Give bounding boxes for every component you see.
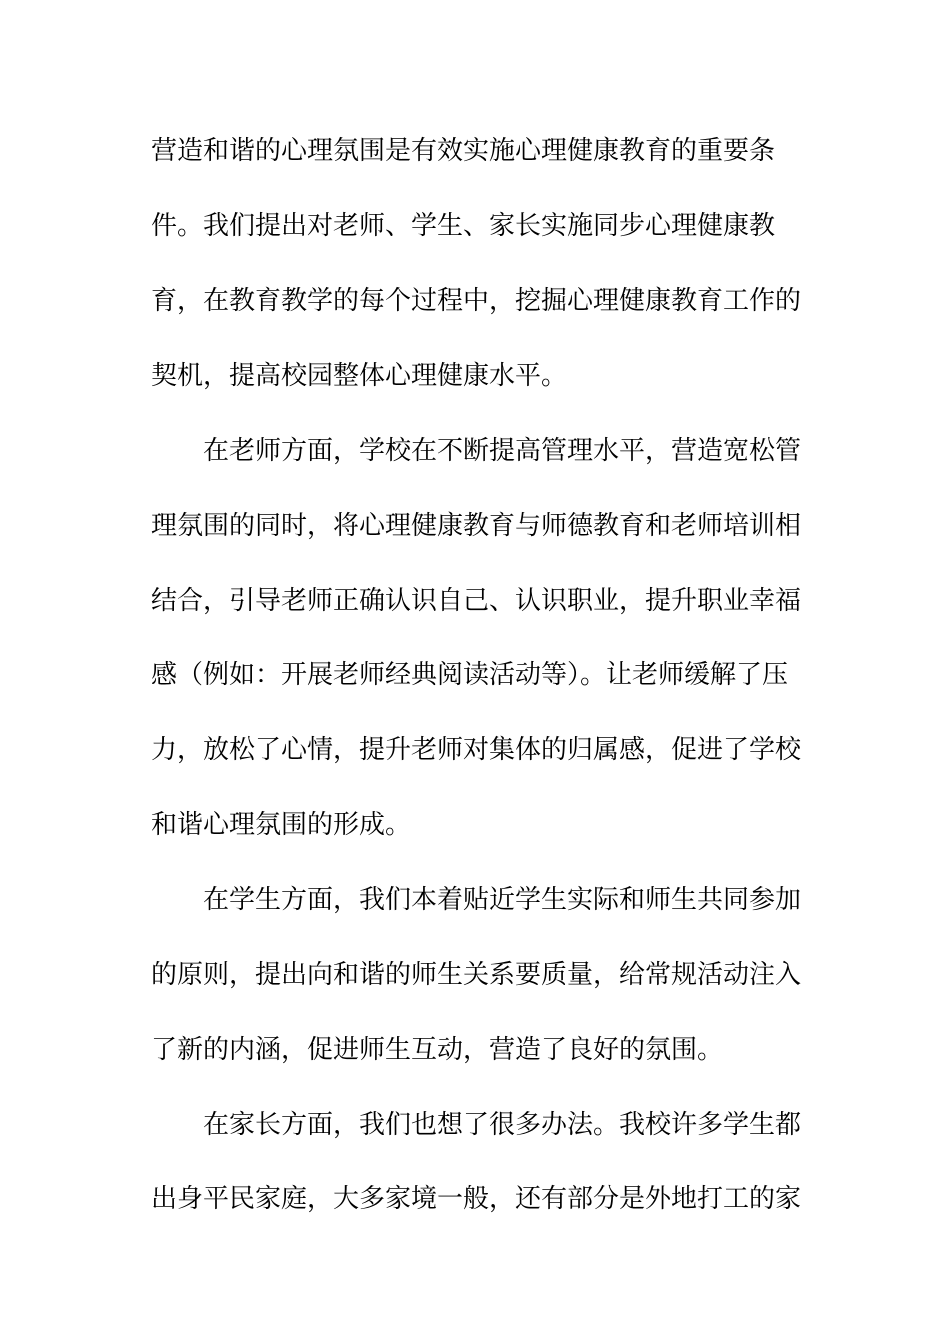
text-line: 契机，提高校园整体心理健康水平。	[151, 361, 568, 391]
text-line: 结合，引导老师正确认识自己、认识职业，提升职业幸福	[151, 586, 802, 616]
text-line: 感（例如：开展老师经典阅读活动等）。让老师缓解了压	[151, 660, 789, 690]
text-line: 了新的内涵，促进师生互动，营造了良好的氛围。	[151, 1035, 724, 1065]
text-line: 力，放松了心情，提升老师对集体的归属感，促进了学校	[151, 735, 802, 765]
text-line: 理氛围的同时，将心理健康教育与师德教育和老师培训相	[151, 511, 802, 541]
text-line: 育，在教育教学的每个过程中，挖掘心理健康教育工作的	[151, 286, 802, 316]
text-line: 在家长方面，我们也想了很多办法。我校许多学生都	[151, 1110, 802, 1140]
text-line: 和谐心理氛围的形成。	[151, 810, 412, 840]
text-line: 在老师方面，学校在不断提高管理水平，营造宽松管	[151, 436, 802, 466]
text-line: 件。我们提出对老师、学生、家长实施同步心理健康教	[151, 211, 776, 241]
text-line: 营造和谐的心理氛围是有效实施心理健康教育的重要条	[151, 136, 776, 166]
text-line: 的原则，提出向和谐的师生关系要质量，给常规活动注入	[151, 960, 802, 990]
text-line: 在学生方面，我们本着贴近学生实际和师生共同参加	[151, 885, 802, 915]
text-line: 出身平民家庭，大多家境一般，还有部分是外地打工的家	[151, 1184, 802, 1214]
